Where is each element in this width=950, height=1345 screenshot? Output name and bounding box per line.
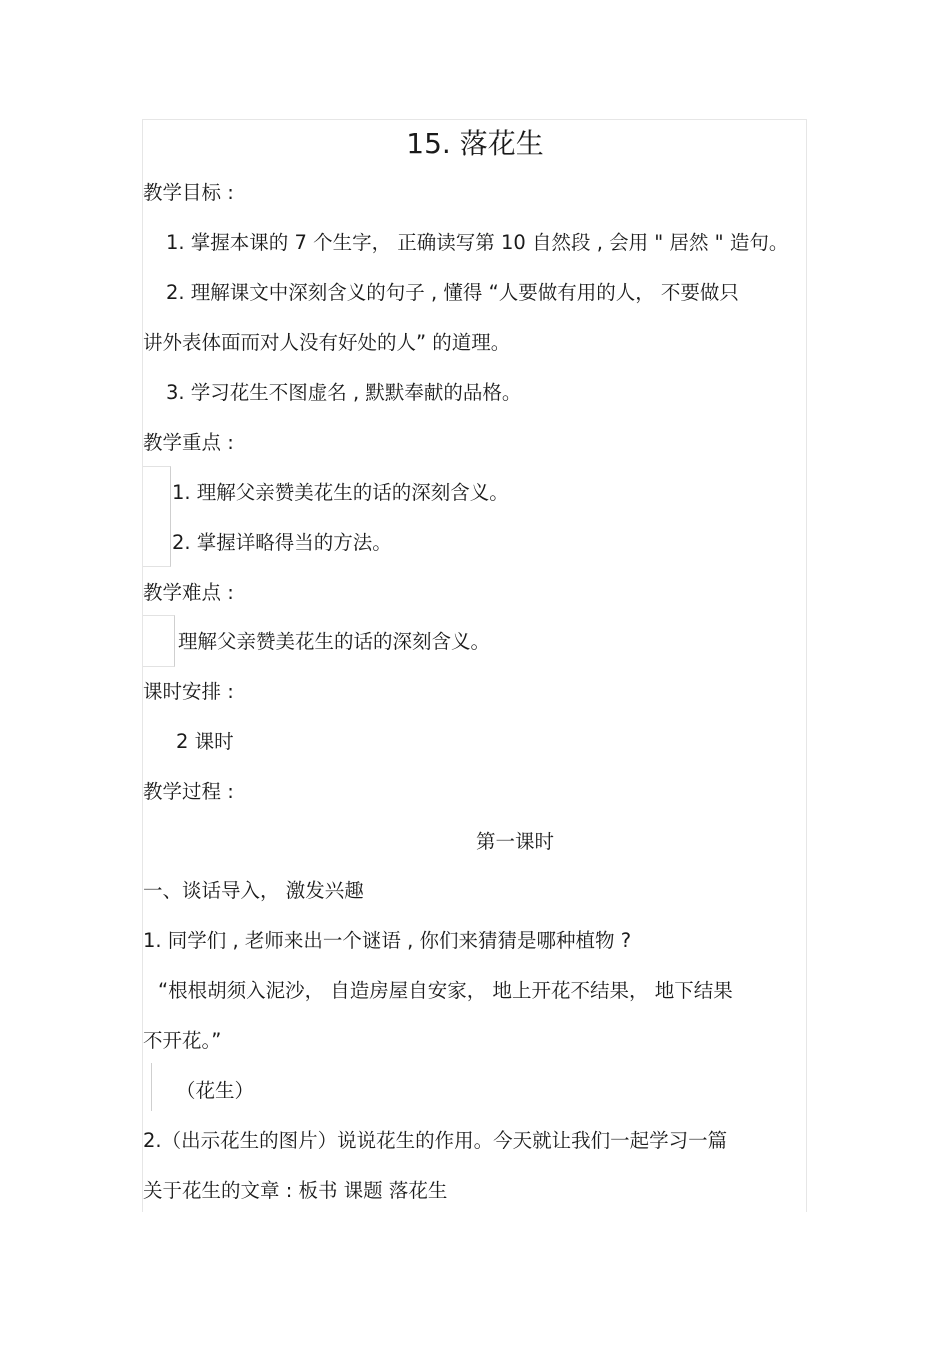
lesson-title: 第一课时 <box>475 830 554 853</box>
document-title: 15. 落花生 <box>406 127 544 160</box>
objective-2-line-2: 讲外表体面而对人没有好处的人” 的道理。 <box>143 331 511 354</box>
step-1: 1. 同学们 , 老师来出一个谜语 , 你们来猜猜是哪种植物 ? <box>143 929 632 952</box>
difficulties-heading: 教学难点 : <box>143 581 234 604</box>
answer-bracket <box>143 1063 152 1111</box>
step-2-line-1: 2.（出示花生的图片）说说花生的作用。今天就让我们一起学习一篇 <box>143 1129 728 1152</box>
objectives-heading: 教学目标 : <box>143 181 234 204</box>
key-points-heading: 教学重点 : <box>143 431 234 454</box>
key-point-1: 1. 理解父亲赞美花生的话的深刻含义。 <box>172 481 509 504</box>
riddle-answer: （花生） <box>176 1079 255 1102</box>
difficulties-bracket <box>143 615 175 667</box>
objective-2-line-1: 2. 理解课文中深刻含义的句子 , 懂得 “人要做有用的人， 不要做只 <box>166 281 739 304</box>
step-2-line-2: 关于花生的文章 : 板书 课题 落花生 <box>143 1179 448 1202</box>
riddle-line-1: “根根胡须入泥沙， 自造房屋自安家， 地上开花不结果， 地下结果 <box>158 979 733 1002</box>
riddle-line-2: 不开花。” <box>143 1029 222 1052</box>
objective-1: 1. 掌握本课的 7 个生字， 正确读写第 10 自然段 , 会用 " 居然 " 造句。 <box>166 231 789 254</box>
section-1-heading: 一、谈话导入， 激发兴趣 <box>143 879 364 902</box>
schedule-heading: 课时安排 : <box>143 680 234 703</box>
process-heading: 教学过程 : <box>143 780 234 803</box>
key-point-2: 2. 掌握详略得当的方法。 <box>172 531 392 554</box>
schedule-value: 2 课时 <box>176 730 234 753</box>
key-points-bracket <box>143 466 171 567</box>
difficulty-1: 理解父亲赞美花生的话的深刻含义。 <box>178 630 491 653</box>
objective-3: 3. 学习花生不图虚名 , 默默奉献的品格。 <box>166 381 522 404</box>
